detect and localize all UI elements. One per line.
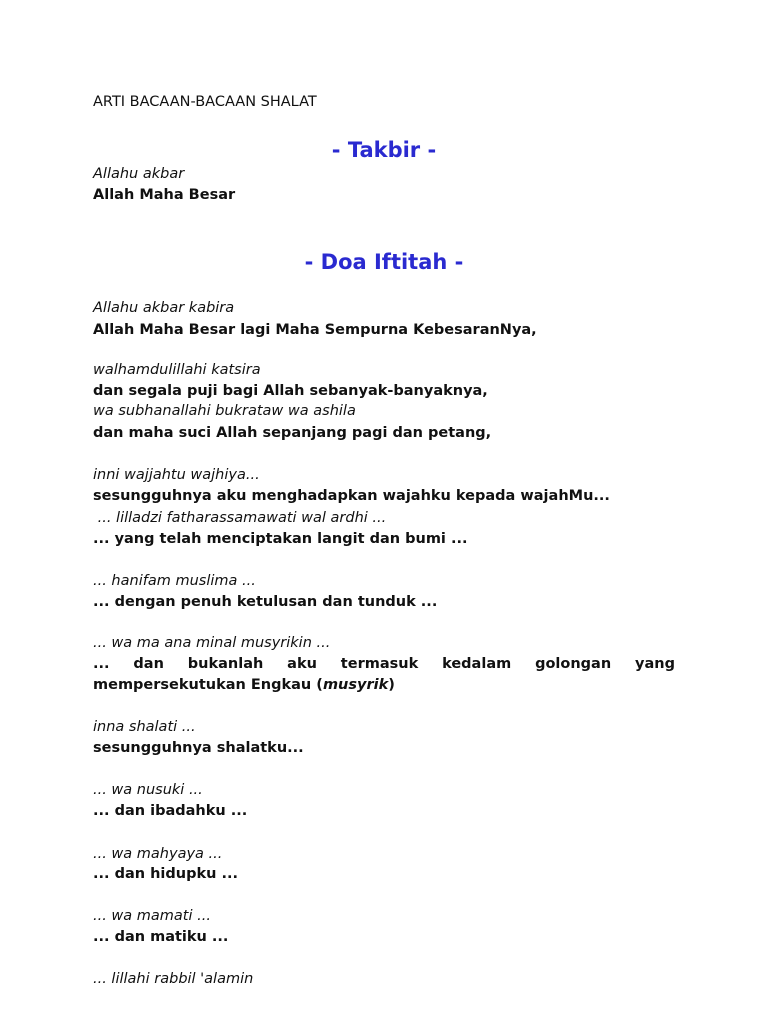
- meaning-line: ... dengan penuh ketulusan dan tunduk ...: [93, 594, 438, 610]
- meaning-line: ... dan matiku ...: [93, 929, 229, 945]
- meaning-line: dan segala puji bagi Allah sebanyak-banyaknya,: [93, 383, 488, 399]
- meaning-line: sesungguhnya aku menghadapkan wajahku kepada wajahMu...: [93, 488, 610, 504]
- meaning-line: ... dan ibadahku ...: [93, 803, 248, 819]
- meaning-line: Allah Maha Besar lagi Maha Sempurna KebesaranNya,: [93, 322, 537, 338]
- arabic-line: ... hanifam muslima ...: [93, 573, 256, 589]
- meaning-line: dan maha suci Allah sepanjang pagi dan petang,: [93, 425, 492, 441]
- meaning-line: ... dan hidupku ...: [93, 866, 239, 882]
- arabic-line: inni wajjahtu wajhiya...: [93, 467, 260, 483]
- arabic-line: ... lilladzi fatharassamawati wal ardhi ...: [93, 510, 387, 526]
- arabic-line: ... wa ma ana minal musyrikin ...: [93, 635, 331, 651]
- meaning-text: ): [388, 677, 395, 693]
- arabic-line: wa subhanallahi bukrataw wa ashila: [93, 403, 356, 419]
- arabic-line: Allahu akbar: [93, 166, 185, 182]
- term-musyrik: musyrik: [322, 677, 389, 693]
- arabic-line: ... wa mahyaya ...: [93, 846, 223, 862]
- meaning-line: ... dan bukanlah aku termasuk kedalam golongan yang: [93, 656, 675, 672]
- arabic-line: inna shalati ...: [93, 719, 196, 735]
- heading-takbir: - Takbir -: [331, 138, 437, 162]
- document-title: ARTI BACAAN-BACAAN SHALAT: [93, 94, 317, 110]
- heading-doa-iftitah: - Doa Iftitah -: [304, 250, 464, 274]
- meaning-line: Allah Maha Besar: [93, 187, 236, 203]
- meaning-line: sesungguhnya shalatku...: [93, 740, 304, 756]
- meaning-text: mempersekutukan Engkau (: [93, 677, 323, 693]
- meaning-line: [93, 675, 675, 695]
- arabic-line: ... wa mamati ...: [93, 908, 211, 924]
- arabic-line: ... lillahi rabbil 'alamin: [93, 971, 254, 987]
- meaning-line: ... yang telah menciptakan langit dan bumi ...: [93, 531, 468, 547]
- arabic-line: ... wa nusuki ...: [93, 782, 203, 798]
- arabic-line: Allahu akbar kabira: [93, 300, 235, 316]
- arabic-line: walhamdulillahi katsira: [93, 362, 261, 378]
